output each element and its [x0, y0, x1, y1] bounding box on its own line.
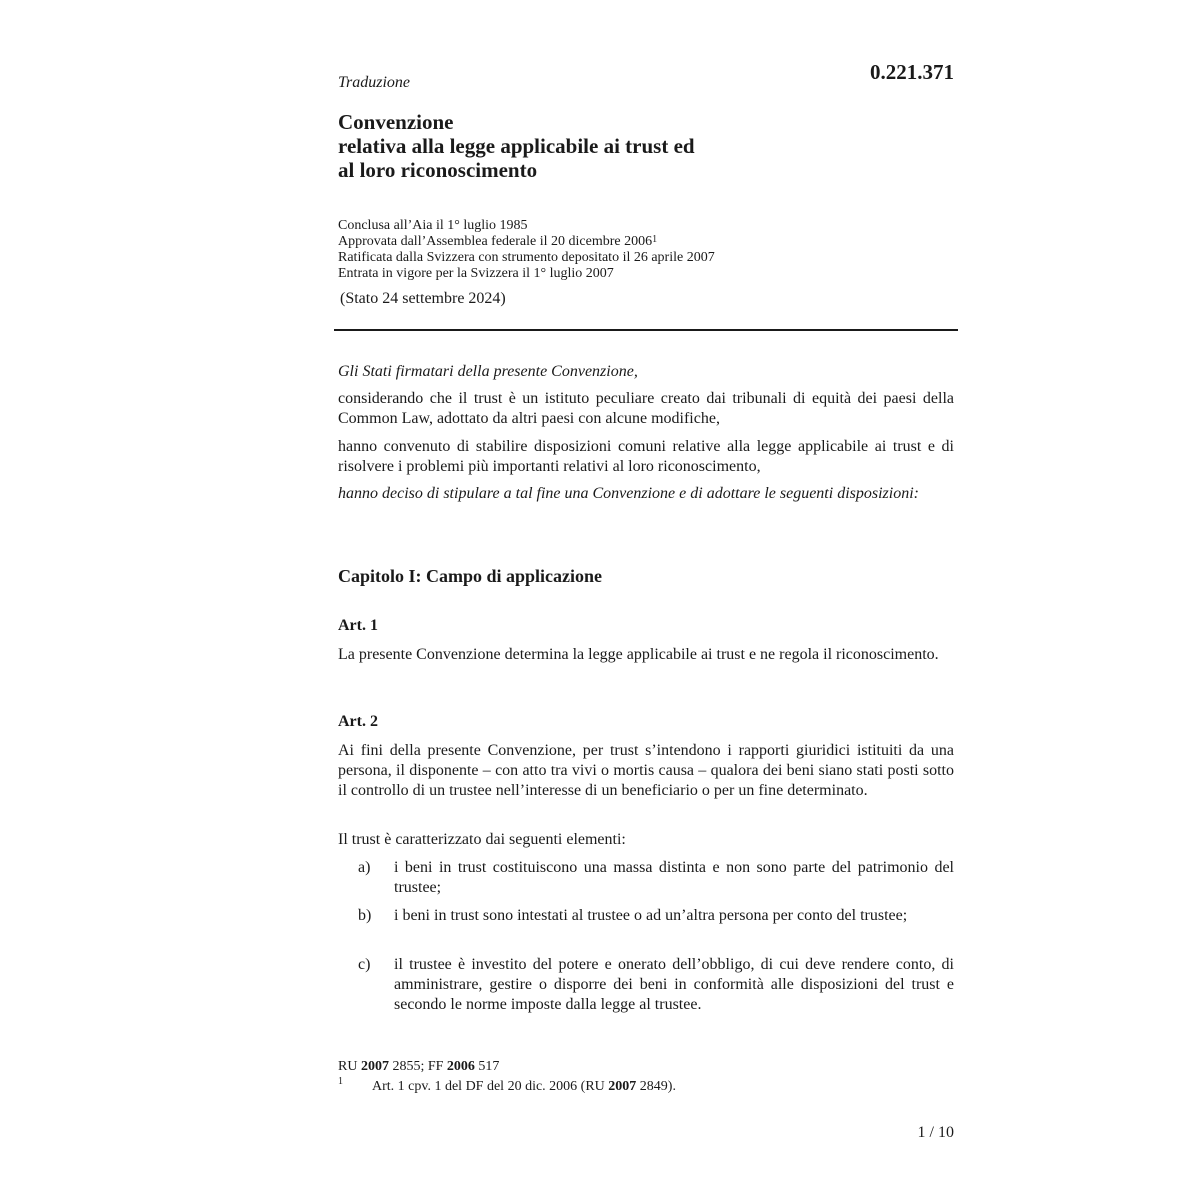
- article-2-para-1: Ai fini della presente Convenzione, per trust s’intendono i rapporti giuridici istituiti da una persona, il disponente – con atto tra vivi o mortis causa – qualora dei beni siano stati posti sotto il controllo di un trustee nell’interesse di un beneficiario o per un fine determinato.: [338, 742, 954, 799]
- list-item-text: i beni in trust sono intestati al trustee o ad un’altra persona per conto del trustee;: [394, 907, 908, 924]
- title-line-1: Convenzione: [338, 110, 454, 134]
- title-line-3: al loro riconoscimento: [338, 158, 538, 182]
- footnote-number: 1: [338, 1076, 343, 1087]
- translation-label: Traduzione: [338, 74, 411, 91]
- page-number: 1 / 10: [917, 1124, 954, 1141]
- preamble-para-2: hanno convenuto di stabilire disposizioni comuni relative alla legge applicabile ai trust e di risolvere i problemi più importanti relativi al loro riconoscimento,: [338, 438, 954, 475]
- title-line-2: relativa alla legge applicabile ai trust ed: [338, 134, 695, 158]
- publication-reference: RU 2007 2855; FF 2006 517: [338, 1059, 500, 1074]
- meta-approved-line: [338, 234, 715, 250]
- list-item-letter: c): [358, 956, 371, 973]
- article-2-para-2: Il trust è caratterizzato dai seguenti elementi:: [338, 831, 626, 848]
- preamble-para-1: considerando che il trust è un istituto peculiare creato dai tribunali di equità dei paesi della Common Law, adottato da altri paesi con alcune modifiche,: [338, 390, 954, 427]
- meta-concluded: Conclusa all’Aia il 1° luglio 1985: [338, 218, 528, 233]
- document-title: [338, 110, 695, 182]
- sr-number: 0.221.371: [870, 60, 954, 84]
- article-2-heading: Art. 2: [338, 713, 378, 730]
- preamble-para-3: hanno deciso di stipulare a tal fine una Convenzione e di adottare le seguenti disposizioni:: [338, 485, 919, 502]
- list-item-text: i beni in trust costituiscono una massa distinta e non sono parte del patrimonio del trustee;: [394, 859, 954, 896]
- article-1-text: La presente Convenzione determina la legge applicabile ai trust e ne regola il riconoscimento.: [338, 646, 939, 663]
- horizontal-divider: [334, 329, 958, 331]
- meta-approved: Approvata dall’Assemblea federale il 20 dicembre 2006: [338, 234, 653, 249]
- metadata-block: [338, 218, 715, 282]
- list-item-letter: b): [358, 907, 372, 924]
- footnote-text: Art. 1 cpv. 1 del DF del 20 dic. 2006 (RU 2007 2849).: [372, 1079, 676, 1094]
- meta-ratified: Ratificata dalla Svizzera con strumento depositato il 26 aprile 2007: [338, 250, 715, 265]
- chapter-heading: Capitolo I: Campo di applicazione: [338, 566, 603, 586]
- footnote-ref[interactable]: 1: [652, 234, 658, 245]
- meta-in-force: Entrata in vigore per la Svizzera il 1° luglio 2007: [338, 266, 614, 281]
- status-date: (Stato 24 settembre 2024): [340, 290, 506, 307]
- preamble-intro: Gli Stati firmatari della presente Convenzione,: [338, 363, 638, 380]
- list-item-text: il trustee è investito del potere e onerato dell’obbligo, di cui deve rendere conto, di amministrare, gestire o disporre dei beni in conformità alle disposizioni del trust e secondo le norme imposte dalla legge al trustee.: [394, 956, 954, 1013]
- article-1-heading: Art. 1: [338, 617, 378, 634]
- list-item-letter: a): [358, 859, 371, 876]
